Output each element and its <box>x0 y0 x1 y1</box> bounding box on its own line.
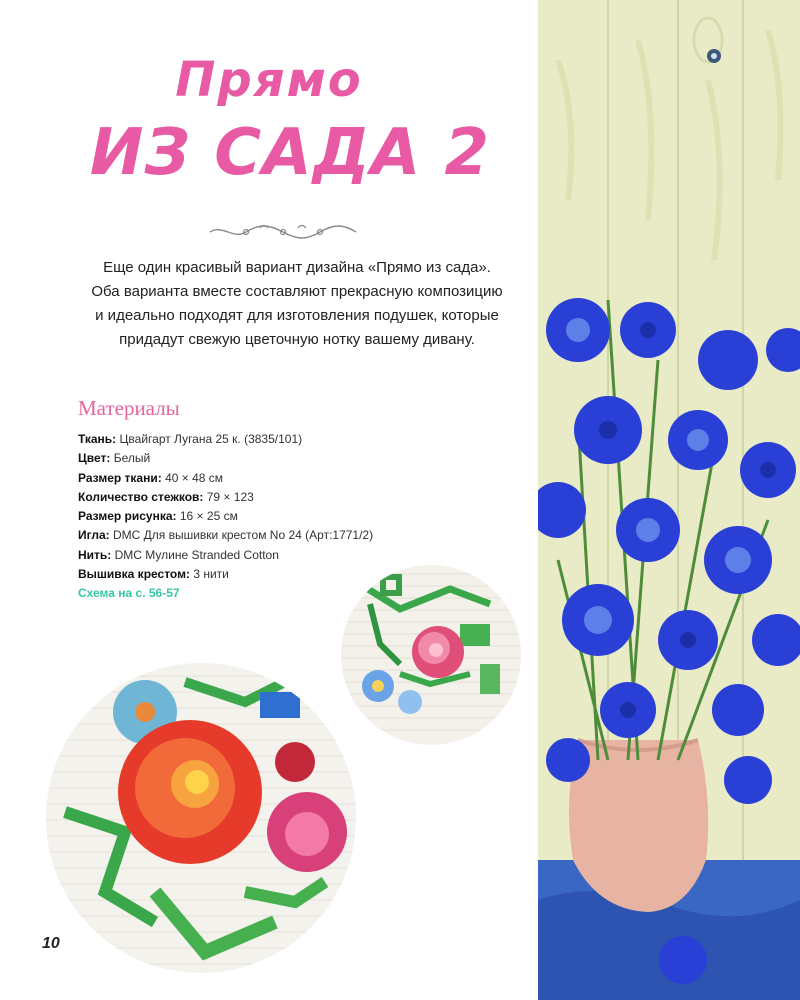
scheme-link[interactable]: Схема на с. 56-57 <box>78 586 180 601</box>
material-row <box>78 546 373 565</box>
material-row <box>78 449 373 468</box>
ornament-divider-icon <box>208 222 358 242</box>
material-label: Размер ткани: <box>78 470 162 485</box>
page-number: 10 <box>42 935 60 952</box>
material-row <box>78 469 373 488</box>
material-row <box>78 565 373 584</box>
intro-paragraph <box>62 256 532 352</box>
material-label: Цвет: <box>78 451 111 466</box>
material-label: Игла: <box>78 528 110 543</box>
material-label: Вышивка крестом: <box>78 567 190 582</box>
material-value: DMC Для вышивки крестом No 24 (Арт:1771/2) <box>112 528 374 543</box>
material-value: 16 × 25 см <box>179 509 238 524</box>
intro-line: Еще один красивый вариант дизайна «Прямо из сада». <box>103 259 491 276</box>
embroidery-small-photo <box>340 564 522 746</box>
material-label: Нить: <box>78 547 112 562</box>
material-value: 40 × 48 см <box>165 470 224 485</box>
material-label: Размер рисунка: <box>78 509 177 524</box>
material-value: DMC Мулине Stranded Cotton <box>114 547 279 562</box>
material-row <box>78 430 373 449</box>
title-line-2: ИЗ САДА 2 <box>89 116 491 190</box>
material-row <box>78 507 373 526</box>
material-row <box>78 488 373 507</box>
intro-line: и идеально подходят для изготовления подушек, которые <box>95 307 499 324</box>
material-row <box>78 526 373 545</box>
embroidery-rose-photo <box>45 662 357 974</box>
material-label: Количество стежков: <box>78 489 204 504</box>
materials-list <box>78 430 373 604</box>
material-value: Цвайгарт Лугана 25 к. (3835/101) <box>119 432 303 446</box>
intro-line: Оба варианта вместе составляют прекрасную композицию <box>91 283 503 300</box>
material-value: Белый <box>113 451 151 466</box>
material-label: Ткань: <box>78 432 117 446</box>
material-value: 3 нити <box>193 567 229 582</box>
intro-line: придадут свежую цветочную нотку вашему дивану. <box>119 331 475 348</box>
material-value: 79 × 123 <box>206 489 254 504</box>
title-line-1: Прямо <box>175 52 363 108</box>
materials-heading: Материалы <box>78 396 180 420</box>
cornflower-photo <box>538 0 800 1000</box>
